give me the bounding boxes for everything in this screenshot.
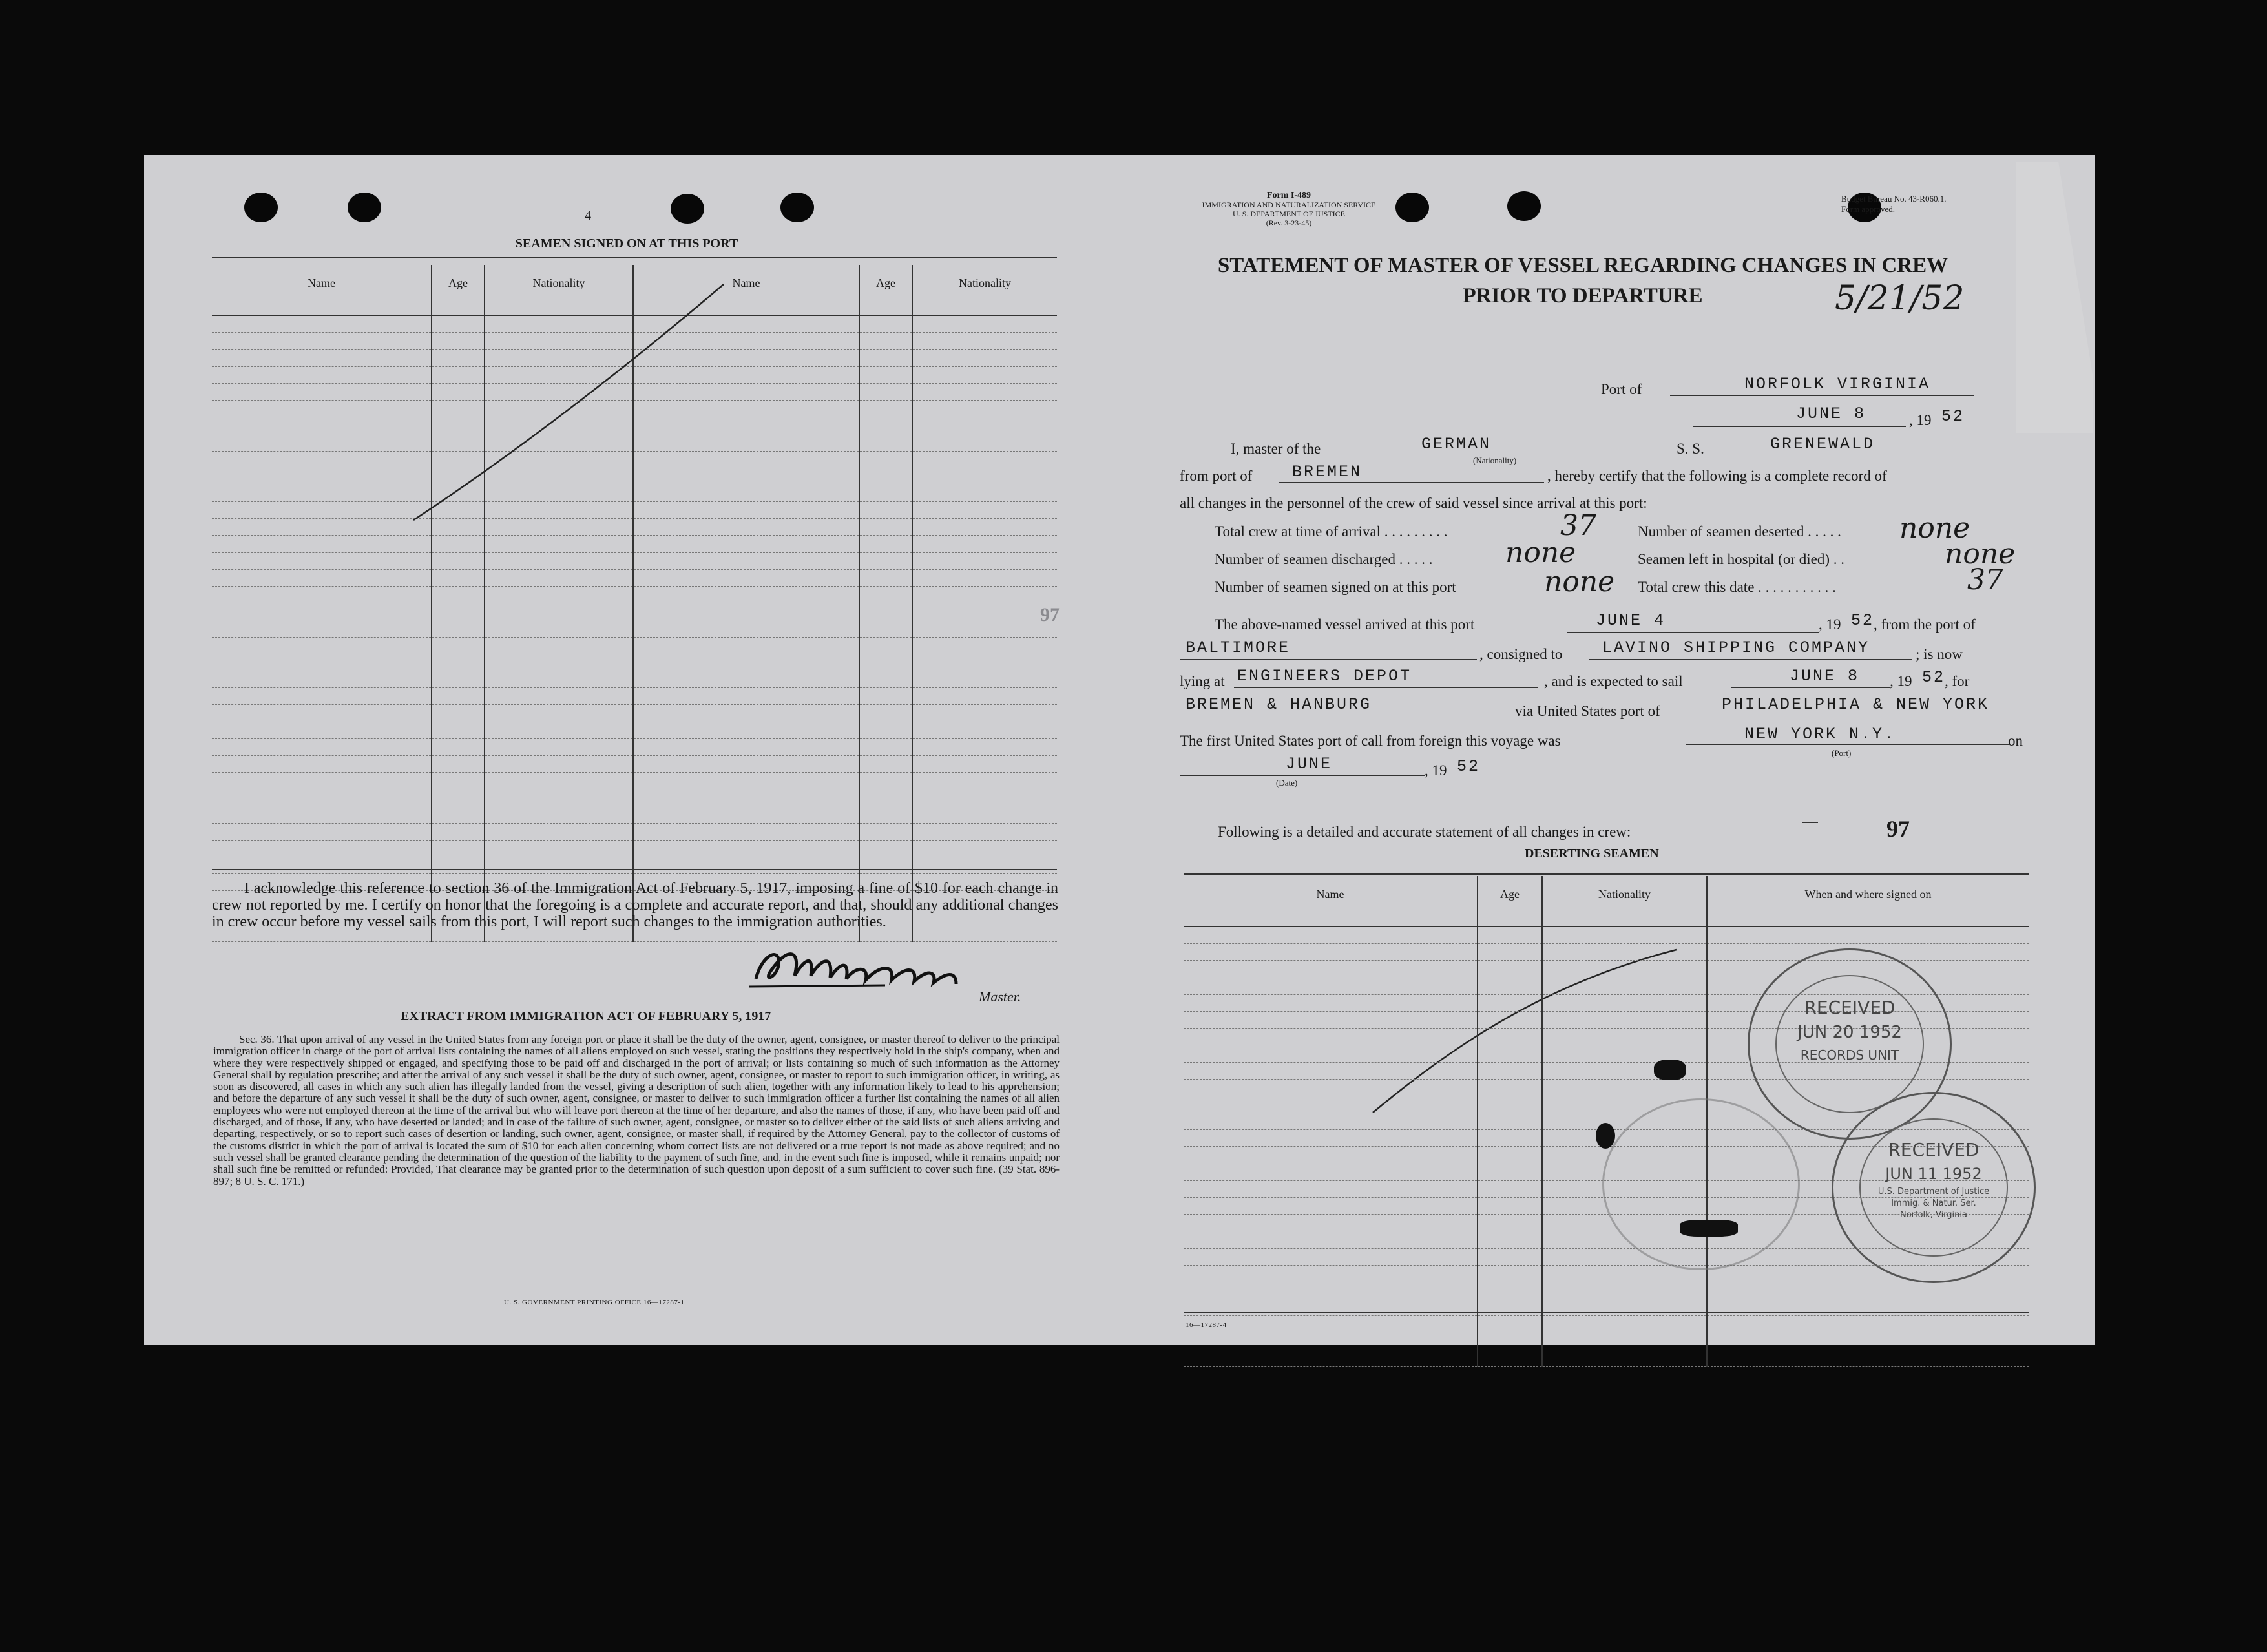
table-cell: [1184, 978, 1478, 994]
table-cell: [1478, 1011, 1542, 1028]
table-cell: [1542, 1282, 1707, 1299]
margin-number: 97: [1040, 604, 1060, 625]
table-cell: [1478, 1180, 1542, 1197]
lying-at-label: lying at: [1180, 673, 1225, 689]
seamen-discharged-label: Number of seamen discharged . . . . .: [1215, 551, 1433, 567]
table-cell: [1184, 926, 1478, 944]
table-cell: [1478, 1029, 1542, 1045]
form-revision: (Rev. 3-23-45): [1266, 218, 1312, 227]
table-cell: [1478, 1062, 1542, 1079]
table-cell: [1542, 926, 1707, 944]
table-cell: [1184, 1282, 1478, 1299]
sail-value: JUNE 8: [1790, 667, 1860, 685]
table-cell: [1478, 1215, 1542, 1231]
form-code: 16—17287-4: [1186, 1321, 1227, 1329]
deserting-table-top-rule: [1184, 873, 2029, 875]
first-port-label: The first United States port of call from foreign this voyage was: [1180, 733, 1561, 749]
port-caption: (Port): [1832, 748, 1852, 758]
ink-blot: [1654, 1060, 1686, 1080]
table-cell: [1542, 944, 1707, 961]
table-cell: [1478, 1248, 1542, 1265]
ink-blot: [1596, 1123, 1615, 1149]
table-cell: [1478, 1113, 1542, 1130]
table-cell: [1478, 1231, 1542, 1248]
expected-label: , and is expected to sail: [1544, 673, 1683, 689]
consigned-value: LAVINO SHIPPING COMPANY: [1602, 638, 1870, 657]
date-caption: (Date): [1276, 778, 1298, 788]
consigned-label: , consigned to: [1479, 646, 1563, 662]
hospital-label: Seamen left in hospital (or died) . .: [1638, 551, 1845, 567]
table-cell: [1184, 1113, 1478, 1130]
table-cell: [1478, 1164, 1542, 1180]
from-port-value: BREMEN: [1292, 463, 1363, 481]
certify-text: , hereby certify that the following is a complete record of: [1547, 468, 1887, 484]
table-cell: [1707, 926, 2029, 944]
column-header: Name: [633, 265, 859, 315]
table-cell: [1542, 1029, 1707, 1045]
arrived-label: The above-named vessel arrived at this port: [1215, 616, 1475, 633]
seamen-deserted-value: none: [1899, 512, 1970, 545]
report-date-century: , 19: [1909, 412, 1932, 428]
budget-note: [1841, 194, 1946, 214]
form-title-line1: STATEMENT OF MASTER OF VESSEL REGARDING CHANGES IN CREW: [1217, 254, 1948, 277]
table-cell: [1542, 1299, 1707, 1316]
table-cell: [1478, 961, 1542, 978]
stamp-location: Norfolk, Virginia: [1900, 1210, 1967, 1220]
table-cell: [1184, 1350, 1478, 1366]
ship-name: GRENEWALD: [1770, 435, 1875, 454]
table-cell: [1184, 1096, 1478, 1113]
lying-at-value: ENGINEERS DEPOT: [1237, 667, 1412, 685]
extract-text: Sec. 36. That upon arrival of any vessel in the United States from any foreign port or place it shall be the duty of the owner, agent, consignee, or master thereof to deliver to the principal immigration officer in charge of the port of arrival lists containing the names of all aliens employed on such vessel, stating the positions they respectively hold in the ship's company, when and where they were respectively shipped or engaged, and specifying those to be paid off and discharged in the port of arrival; or lists containing so much of such information as the Attorney General shall by regulation prescribe; and after the arrival of any such vessel it shall be the duty of such owner, agent, consignee, or master to report to such immigration officer, in writing, as soon as discovered, all cases in which any such alien has illegally landed from the vessel, giving a description of such alien, together with any information likely to lead to his apprehension; and before the departure of any such vessel it shall be the duty of such owner, agent, consignee, or master to deliver to such immigration officer a further list containing the names of all alien employees who were not employed thereon at the time of the arrival but who will leave port thereon at the time of her departure, and also the names of those, if any, who have been paid off and discharged, and of those, if any, who have deserted or landed; and in case of the failure of such owner, agent, consignee, or master so to deliver either of the said lists of such aliens arriving and departing, respectively, or so to report such cases of desertion or landing, such owner, agent, consignee, or master shall, if required by the Attorney General, pay to the collector of customs of the customs district in which the port of arrival is located the sum of $10 for each alien concerning whom correct lists are not delivered or a true report is not made as above required; and no such vessel shall be granted clearance pending the determination of the question of the liability to the payment of such fine, and, in the event such fine is imposed, while it remains unpaid; nor shall such fine be remitted or refunded: Provided, That clearance may be granted prior to the determination of such question upon deposit of a sum sufficient to cover such fine. (39 Stat. 896-897; 8 U. S. C. 171.): [213, 1033, 1060, 1187]
for-label: , for: [1945, 673, 1970, 689]
call-year-label: , 19: [1425, 762, 1447, 779]
from-port-label: from port of: [1180, 468, 1253, 484]
stamp-department: U.S. Department of Justice: [1877, 1187, 1990, 1197]
port-of-value: NORFOLK VIRGINIA: [1744, 375, 1931, 393]
column-header: Name: [212, 265, 432, 315]
table-row: [1184, 1333, 2029, 1350]
column-header: Name: [1184, 876, 1478, 926]
table-cell: [1184, 1333, 1478, 1350]
table-cell: [1542, 1350, 1707, 1366]
ink-blot: [1680, 1220, 1738, 1237]
table-cell: [1478, 1079, 1542, 1096]
page-number: 4: [585, 209, 591, 223]
table-cell: [1478, 1096, 1542, 1113]
table-cell: [1542, 1045, 1707, 1062]
form-department: U. S. DEPARTMENT OF JUSTICE: [1233, 209, 1345, 218]
table-cell: [1542, 1316, 1707, 1333]
table-cell: [1478, 926, 1542, 944]
total-crew-arrival-label: Total crew at time of arrival . . . . . . . . .: [1215, 523, 1448, 539]
table-cell: [1184, 1265, 1478, 1282]
table-cell: [1478, 1045, 1542, 1062]
stamp-date: JUN 11 1952: [1885, 1165, 1982, 1183]
destination-value: BREMEN & HANBURG: [1186, 695, 1372, 714]
table-cell: [1707, 1316, 2029, 1333]
column-header: Nationality: [485, 265, 633, 315]
table-cell: [1478, 1282, 1542, 1299]
table-cell: [1542, 1079, 1707, 1096]
table-cell: [1707, 1333, 2029, 1350]
table-cell: [1707, 1299, 2029, 1316]
call-date-value: JUNE: [1286, 755, 1333, 773]
table-cell: [1478, 1299, 1542, 1316]
table-row: [1184, 1299, 2029, 1316]
sail-year-label: , 19: [1890, 673, 1912, 689]
column-header: Age: [859, 265, 912, 315]
column-header: Age: [432, 265, 485, 315]
table-cell: [1184, 1299, 1478, 1316]
column-header: Nationality: [912, 265, 1057, 315]
table-cell: [1542, 961, 1707, 978]
left-page-title: SEAMEN SIGNED ON AT THIS PORT: [515, 236, 738, 251]
table-cell: [1542, 978, 1707, 994]
table-cell: [1542, 994, 1707, 1011]
nationality-value: GERMAN: [1421, 435, 1492, 454]
table-cell: [1184, 1011, 1478, 1028]
table-cell: [1478, 1265, 1542, 1282]
arrived-value: JUNE 4: [1596, 611, 1666, 630]
from-port-of-label: , from the port of: [1874, 616, 1976, 633]
first-port-value: NEW YORK N.Y.: [1744, 725, 1896, 744]
report-date-year: 52: [1941, 407, 1965, 426]
seamen-deserted-label: Number of seamen deserted . . . . .: [1638, 523, 1841, 539]
nationality-caption: (Nationality): [1473, 455, 1517, 465]
table-bottom-rule: [212, 869, 1057, 870]
table-cell: [1184, 1215, 1478, 1231]
master-of-label: I, master of the: [1231, 441, 1321, 457]
table-row: [1184, 1282, 2029, 1299]
table-cell: [1478, 1350, 1542, 1366]
hospital-value: none: [1945, 538, 2016, 570]
handwritten-date: 5/21/52: [1835, 279, 1965, 318]
table-cell: [1184, 1198, 1478, 1215]
sail-year: 52: [1922, 668, 1946, 687]
table-cell: [1478, 1316, 1542, 1333]
table-cell: [1184, 1164, 1478, 1180]
signed-on-value: none: [1544, 565, 1615, 598]
table-cell: [1184, 961, 1478, 978]
page-reference: 97: [1886, 816, 1910, 842]
arrived-year-label: , 19: [1819, 616, 1841, 633]
form-approved: Form approved.: [1841, 204, 1896, 214]
table-cell: [1478, 994, 1542, 1011]
table-cell: [1184, 1248, 1478, 1265]
table-cell: [1707, 1282, 2029, 1299]
total-crew-date-label: Total crew this date . . . . . . . . . . .: [1638, 579, 1836, 595]
table-row: [1184, 1350, 2029, 1366]
table-cell: [1478, 1130, 1542, 1147]
signed-on-label: Number of seamen signed on at this port: [1215, 579, 1456, 595]
form-header: [1182, 191, 1395, 227]
stamp-date: JUN 20 1952: [1797, 1023, 1902, 1042]
table-cell: [1478, 944, 1542, 961]
column-header: Nationality: [1542, 876, 1707, 926]
table-cell: [1478, 1198, 1542, 1215]
table-cell: [1478, 1333, 1542, 1350]
table-row: [1184, 1316, 2029, 1333]
stamp-text: RECEIVED: [1888, 1139, 1980, 1160]
table-cell: [1184, 1079, 1478, 1096]
ss-label: S. S.: [1677, 441, 1704, 457]
table-cell: [1184, 944, 1478, 961]
arrived-year: 52: [1851, 611, 1875, 630]
table-cell: [1184, 1062, 1478, 1079]
seamen-discharged-value: none: [1505, 536, 1576, 569]
is-now-label: ; is now: [1916, 646, 1963, 662]
column-header: When and where signed on: [1707, 876, 2029, 926]
extract-title: EXTRACT FROM IMMIGRATION ACT OF FEBRUARY 5, 1917: [401, 1009, 771, 1023]
table-row: [1184, 944, 2029, 961]
via-value: PHILADELPHIA & NEW YORK: [1722, 695, 1990, 714]
table-cell: [1184, 1231, 1478, 1248]
total-crew-arrival-value: 37: [1560, 509, 1596, 542]
table-cell: [1184, 1316, 1478, 1333]
report-date-value: JUNE 8: [1796, 404, 1866, 423]
faded-stamp: [1602, 1098, 1800, 1270]
following-text: Following is a detailed and accurate statement of all changes in crew:: [1218, 824, 1631, 840]
stamp-service: Immig. & Natur. Ser.: [1891, 1198, 1976, 1208]
table-cell: [1184, 1045, 1478, 1062]
table-cell: [1184, 1130, 1478, 1147]
table-cell: [1542, 1333, 1707, 1350]
deserting-table-bottom-rule: [1184, 1312, 2029, 1313]
form-number: Form I-489: [1266, 191, 1311, 200]
table-cell: [1707, 1350, 2029, 1366]
stamp-text: RECEIVED: [1804, 997, 1896, 1018]
on-label: on: [2008, 733, 2023, 749]
deserting-title: DESERTING SEAMEN: [1525, 846, 1659, 861]
budget-number: Budget Bureau No. 43-R060.1.: [1841, 194, 1947, 204]
table-cell: [1184, 994, 1478, 1011]
received-stamp-norfolk: [1832, 1092, 2036, 1283]
via-label: via United States port of: [1515, 703, 1660, 719]
table-cell: [1184, 1029, 1478, 1045]
acknowledgement-text: I acknowledge this reference to section 36 of the Immigration Act of February 5, 1917, imposing a fine of $10 for each change in crew not reported by me. I certify on honor that the foregoing is a complete and accurate report, and that, should any additional changes in crew occur before my vessel sails from this port, I will report such changes to the immigration authorities.: [212, 880, 1058, 930]
port-of-label: Port of: [1601, 381, 1642, 397]
form-agency: IMMIGRATION AND NATURALIZATION SERVICE: [1202, 200, 1376, 209]
left-cancel-line: [413, 284, 724, 520]
table-cell: [1184, 1147, 1478, 1164]
form-title-line2: PRIOR TO DEPARTURE: [1463, 284, 1703, 308]
total-crew-date-value: 37: [1967, 563, 2003, 596]
table-row: [1184, 926, 2029, 944]
table-cell: [1478, 1147, 1542, 1164]
table-cell: [1478, 978, 1542, 994]
from-port-of-value: BALTIMORE: [1186, 638, 1291, 657]
table-cell: [1184, 1180, 1478, 1197]
stamp-unit: RECORDS UNIT: [1800, 1047, 1899, 1063]
master-caption: Master.: [979, 988, 1021, 1005]
all-changes-text: all changes in the personnel of the crew of said vessel since arrival at this port:: [1180, 495, 1647, 511]
table-cell: [1542, 1011, 1707, 1028]
call-year: 52: [1457, 757, 1481, 776]
column-header: Age: [1478, 876, 1542, 926]
printer-line: U. S. GOVERNMENT PRINTING OFFICE 16—17287-1: [504, 1299, 685, 1306]
